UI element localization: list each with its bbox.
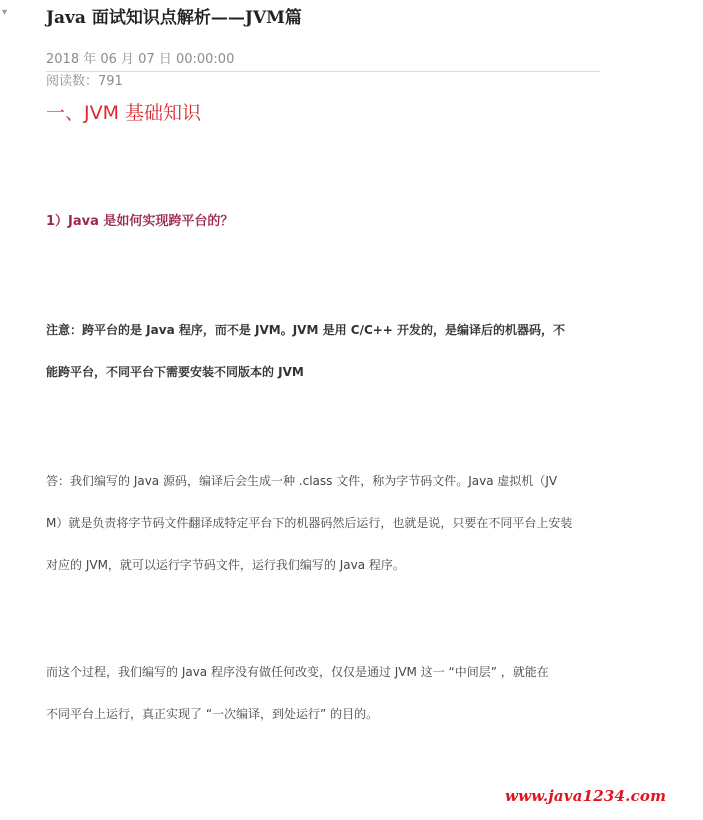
meta-divider [46, 71, 600, 72]
corner-mark: ▾ [2, 7, 8, 18]
view-count-label: 阅读数： [46, 74, 99, 89]
answer-line: 对应的 JVM，就可以运行字节码文件，运行我们编写的 Java 程序。 [46, 558, 405, 572]
publish-date: 2018 年 06 月 07 日 00:00:00 [46, 52, 235, 67]
process-line: 而这个过程，我们编写的 Java 程序没有做任何改变，仅仅是通过 JVM 这一 “中间层” ，就能在 [46, 665, 549, 679]
view-count [46, 73, 123, 91]
process-line: 不同平台上运行，真正实现了 “一次编译，到处运行” 的目的。 [46, 707, 379, 721]
note-line: 能跨平台，不同平台下需要安装不同版本的 JVM [46, 365, 304, 379]
view-count-value: 791 [98, 74, 123, 89]
answer-line: 答：我们编写的 Java 源码，编译后会生成一种 .class 文件，称为字节码文件。Java 虚拟机（JV [46, 474, 558, 488]
question-heading: 1）Java 是如何实现跨平台的？ [46, 214, 234, 229]
section-heading: 一、JVM 基础知识 [46, 102, 202, 124]
process-paragraph [46, 662, 602, 746]
site-watermark: www.java1234.com [505, 787, 667, 805]
answer-line: M）就是负责将字节码文件翻译成特定平台下的机器码然后运行，也就是说，只要在不同平台上安装 [46, 516, 573, 530]
note-paragraph [46, 320, 602, 404]
article-title: Java 面试知识点解析——JVM篇 [46, 8, 302, 28]
note-line: 注意：跨平台的是 Java 程序，而不是 JVM。JVM 是用 C/C++ 开发的，是编译后的机器码，不 [46, 323, 566, 337]
answer-paragraph [46, 471, 602, 597]
